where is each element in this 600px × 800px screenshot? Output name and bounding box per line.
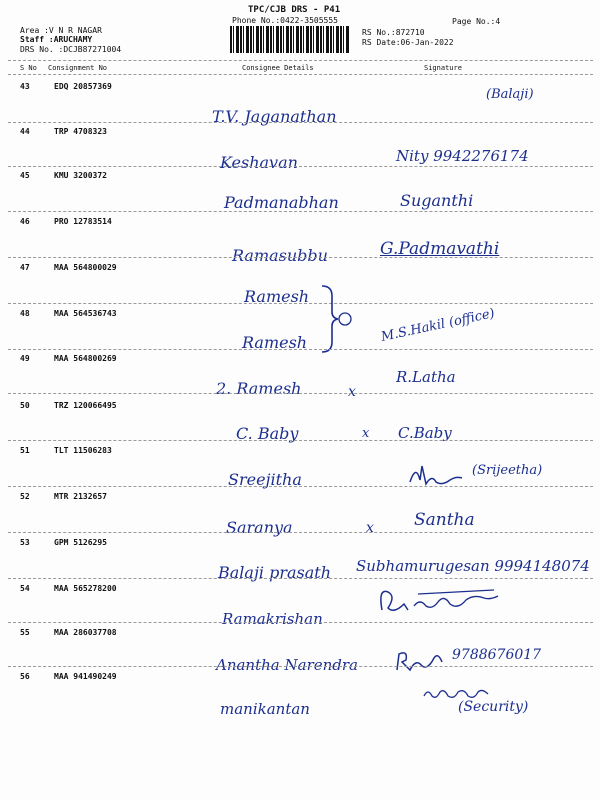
row-consignee: Ramesh (244, 287, 310, 306)
row-divider (8, 532, 593, 533)
row-sno: 43 (20, 82, 30, 91)
column-header-divider (8, 74, 593, 75)
row-consignee: Ramasubbu (232, 246, 328, 265)
row-consignment: KMU 3200372 (54, 171, 107, 180)
row-consignment: MAA 565278200 (54, 584, 117, 593)
drs-number: DRS No. :DCJB87271004 (20, 45, 122, 54)
cross-mark: x (362, 426, 370, 441)
row-divider (8, 578, 593, 579)
row-consignment: TLT 11506283 (54, 446, 112, 455)
row-consignment: MAA 564800029 (54, 263, 117, 272)
row-divider (8, 622, 593, 623)
row-sno: 55 (20, 628, 30, 637)
signature-scribble (394, 648, 444, 674)
column-header-signature: Signature (424, 64, 462, 72)
signature-scribble (374, 580, 504, 620)
row-signature: Subhamurugesan 9994148074 (356, 557, 590, 575)
row-divider (8, 303, 593, 304)
column-header-consignee: Consignee Details (242, 64, 314, 72)
row-signature: Nity 9942276174 (396, 147, 529, 165)
row-signature: Santha (414, 510, 475, 530)
row-consignment: MAA 941490249 (54, 672, 117, 681)
row-sno: 45 (20, 171, 30, 180)
row-sno: 50 (20, 401, 30, 410)
page-number: Page No.:4 (452, 17, 501, 26)
row-consignee: Sreejitha (228, 470, 302, 489)
area-label: Area :V N R NAGAR (20, 26, 102, 35)
row-consignee: manikantan (220, 700, 310, 718)
row-consignee: Ramakrishan (222, 610, 323, 628)
row-consignment: MTR 2132657 (54, 492, 107, 501)
row-sno: 48 (20, 309, 30, 318)
row-consignee: Keshavan (220, 153, 298, 172)
row-consignee: Padmanabhan (224, 193, 339, 212)
row-consignment: MAA 564536743 (54, 309, 117, 318)
row-signature: 9788676017 (452, 647, 542, 663)
row-consignee: Saranya (226, 518, 293, 537)
row-sno: 46 (20, 217, 30, 226)
row-consignee: Balaji prasath (218, 563, 332, 582)
row-consignment: TRZ 120066495 (54, 401, 117, 410)
barcode-image (230, 26, 350, 53)
phone-number: Phone No.:0422-3505555 (232, 16, 338, 25)
staff-label: Staff :ARUCHAMY (20, 35, 93, 44)
row-divider (8, 349, 593, 350)
row-signature: G.Padmavathi (380, 239, 500, 259)
row-divider (8, 486, 593, 487)
row-consignment: MAA 564800269 (54, 354, 117, 363)
row-divider (8, 166, 593, 167)
row-sno: 51 (20, 446, 30, 455)
row-signature: R.Latha (396, 368, 456, 386)
row-divider (8, 440, 593, 441)
row-divider (8, 257, 593, 258)
row-sno: 54 (20, 584, 30, 593)
row-sno: 53 (20, 538, 30, 547)
row-sno: 44 (20, 127, 30, 136)
row-signature: Suganthi (400, 191, 474, 210)
document-title: TPC/CJB DRS - P41 (248, 5, 341, 15)
brace-mark (318, 284, 358, 354)
row-consignee: C. Baby (236, 424, 299, 443)
row-sno: 56 (20, 672, 30, 681)
row-consignment: EDQ 20857369 (54, 82, 112, 91)
header-divider (8, 60, 593, 61)
row-signature: M.S.Hakil (office) (379, 306, 497, 345)
rs-date: RS Date:06-Jan-2022 (362, 38, 454, 47)
row-consignee: T.V. Jaganathan (212, 107, 337, 126)
row-divider (8, 393, 593, 394)
cross-mark: x (366, 520, 374, 536)
row-signature: (Balaji) (486, 87, 534, 102)
cross-mark: x (348, 384, 356, 400)
rs-number: RS No.:872710 (362, 28, 425, 37)
row-consignee: Anantha Narendra (216, 656, 358, 674)
column-header-consignment: Consignment No (48, 64, 108, 72)
row-consignment: GPM 5126295 (54, 538, 107, 547)
row-consignee: 2. Ramesh (216, 379, 302, 398)
row-consignee: Ramesh (242, 333, 308, 352)
row-sno: 52 (20, 492, 30, 501)
row-signature: C.Baby (398, 424, 452, 442)
row-divider (8, 211, 593, 212)
row-signature: (Srijeetha) (472, 463, 543, 478)
row-signature: (Security) (458, 699, 529, 715)
row-sno: 49 (20, 354, 30, 363)
row-divider (8, 666, 593, 667)
row-consignment: PRO 12783514 (54, 217, 112, 226)
row-divider (8, 122, 593, 123)
row-sno: 47 (20, 263, 30, 272)
row-consignment: MAA 286037708 (54, 628, 117, 637)
column-header-sno: S No (20, 64, 37, 72)
row-consignment: TRP 4708323 (54, 127, 107, 136)
